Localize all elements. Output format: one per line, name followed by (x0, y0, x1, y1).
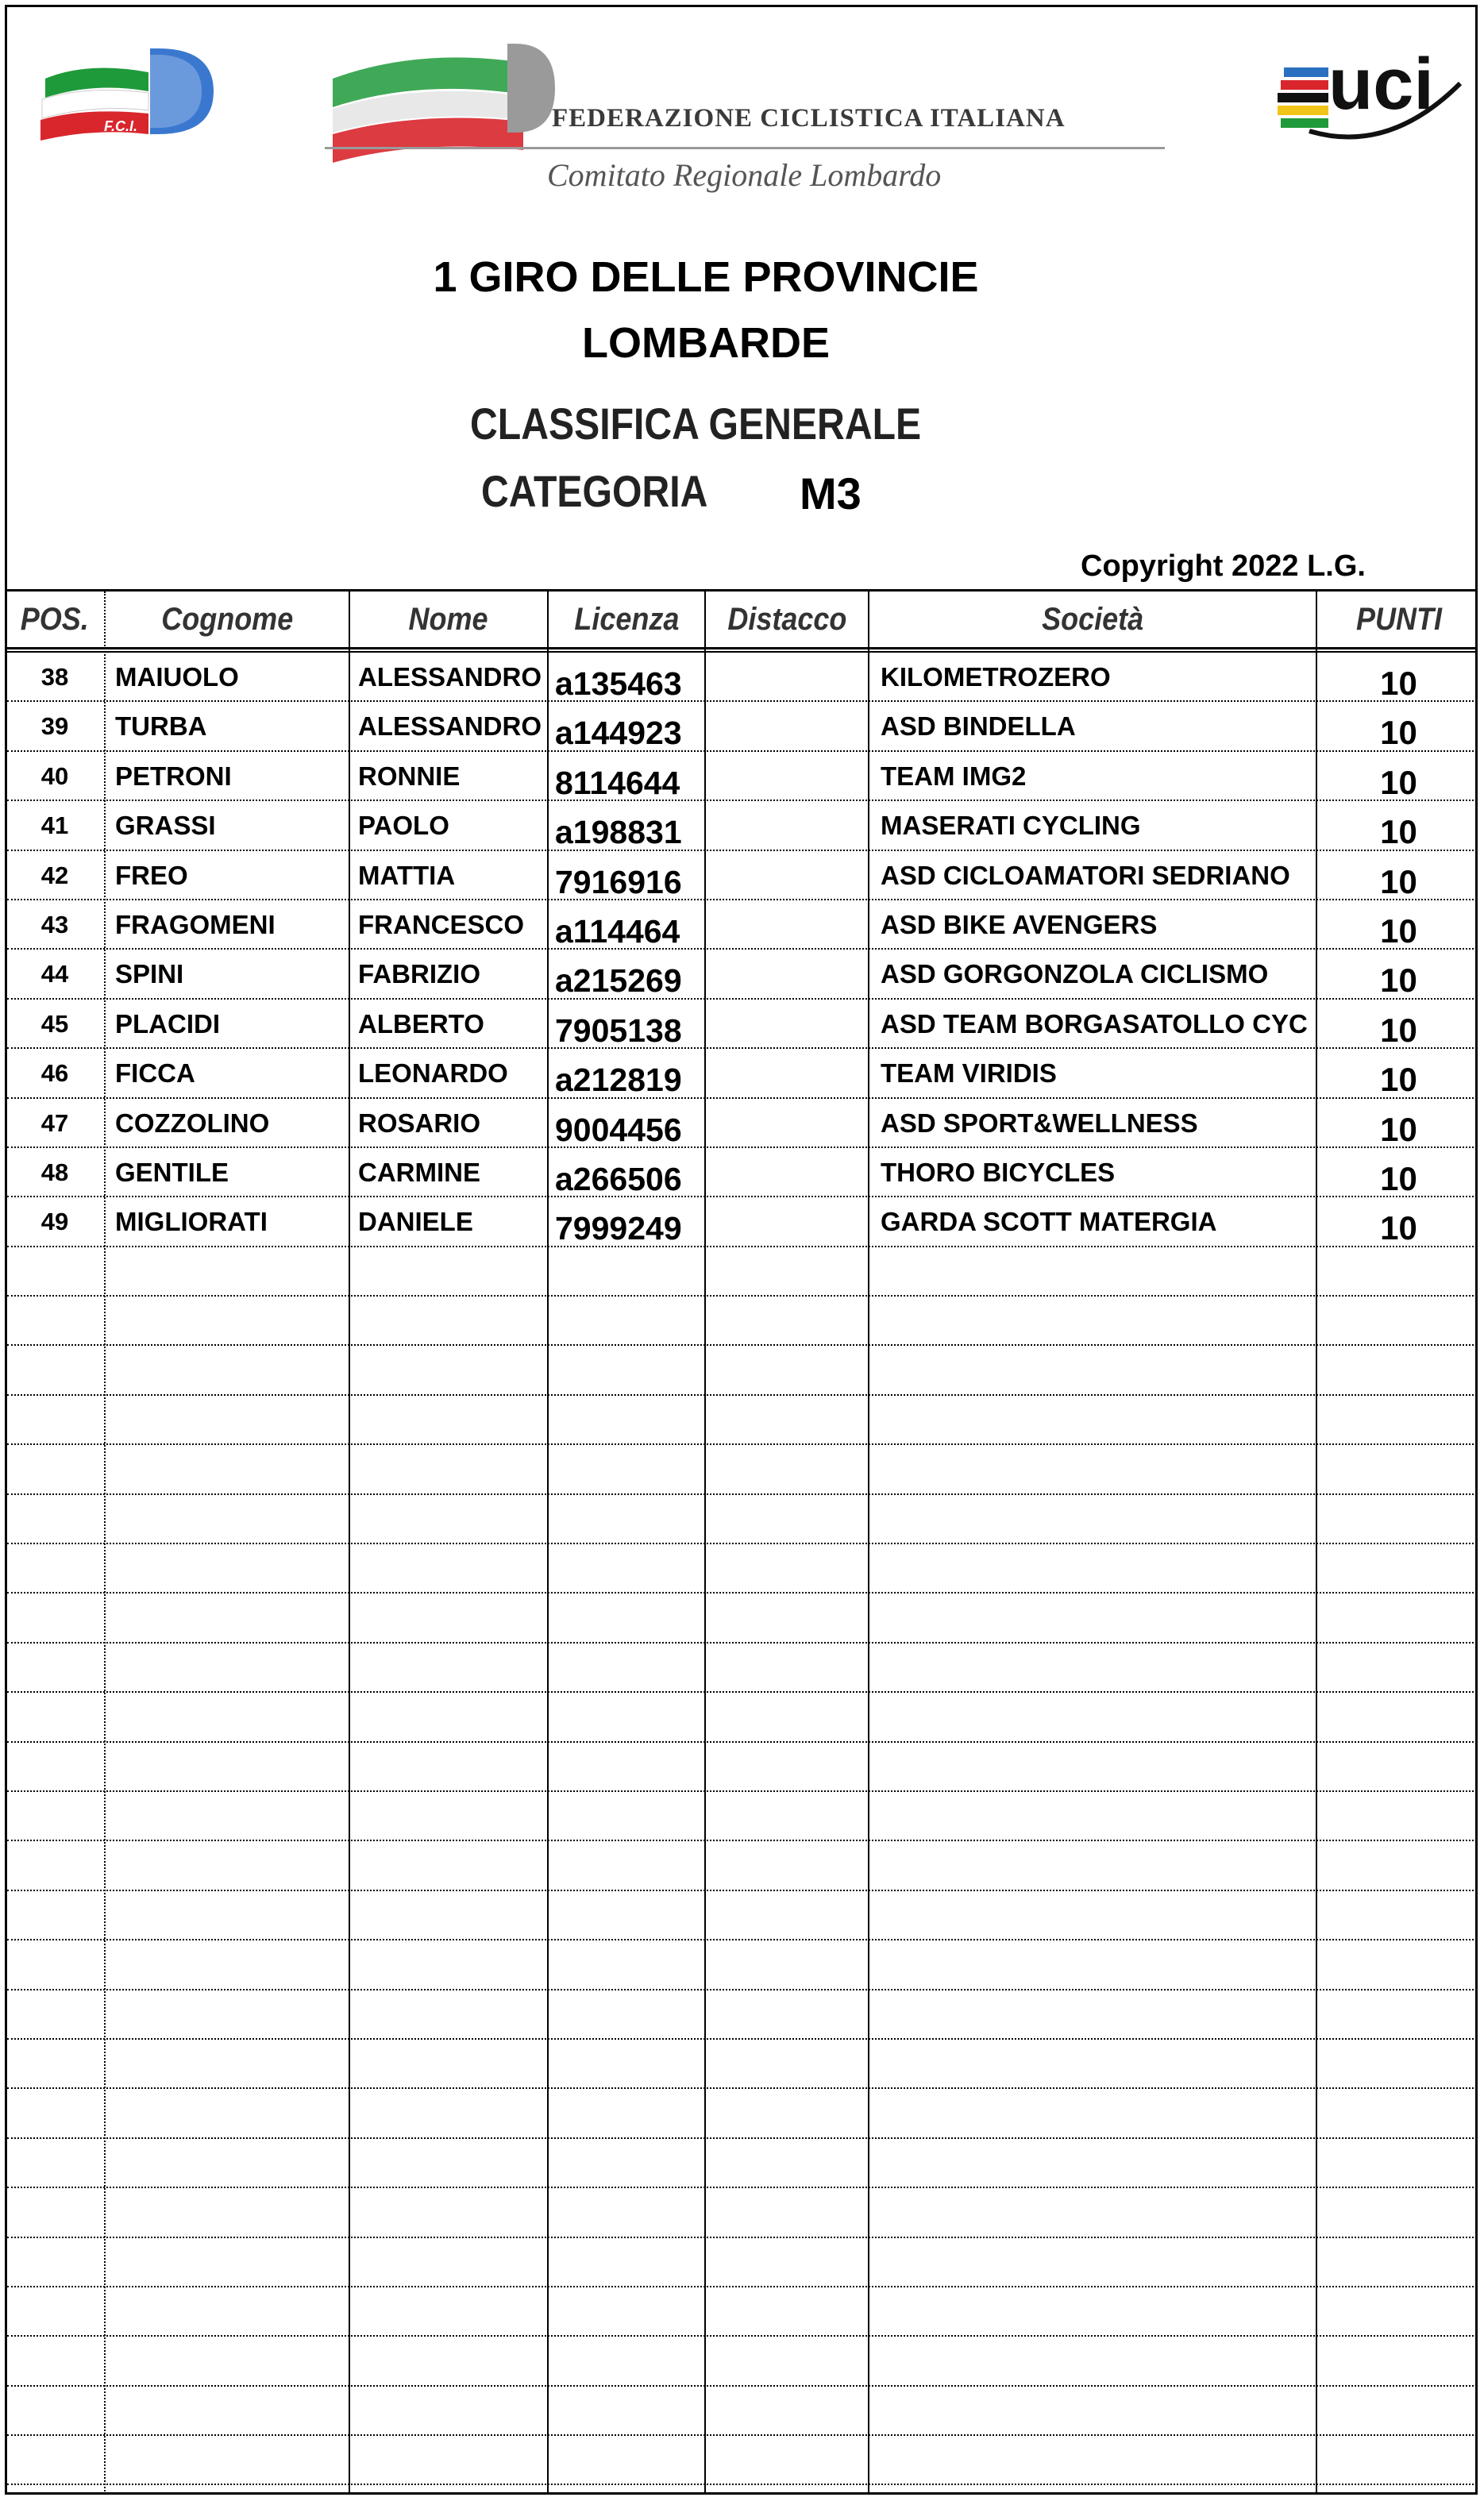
cell-societa: ASD BINDELLA (881, 711, 1076, 742)
committee-name: Comitato Regionale Lombardo (547, 157, 942, 193)
cell-punti: 10 (1380, 911, 1417, 950)
empty-table-row (7, 1940, 1478, 1990)
cell-societa: ASD CICLOAMATORI SEDRIANO (881, 860, 1290, 890)
cell-cognome: TURBA (115, 711, 207, 742)
column-header-distacco: Distacco (727, 602, 847, 637)
cell-cognome: SPINI (115, 959, 184, 989)
uci-logo (1278, 36, 1468, 147)
cell-punti: 10 (1380, 714, 1417, 752)
table-header (7, 592, 1478, 647)
cell-licenza: a114464 (555, 912, 680, 950)
empty-table-row (7, 2139, 1478, 2188)
uci-logo-text: uci (1328, 44, 1434, 125)
cell-pos: 45 (40, 1009, 69, 1038)
cell-societa: ASD GORGONZOLA CICLISMO (881, 959, 1269, 989)
cell-pos: 46 (40, 1059, 69, 1088)
event-title-line1: 1 GIRO DELLE PROVINCIE (433, 253, 979, 301)
cell-licenza: a266506 (555, 1160, 682, 1197)
cell-pos: 42 (40, 861, 69, 889)
table-row (7, 702, 1478, 751)
cell-cognome: COZZOLINO (115, 1108, 270, 1138)
cell-licenza: a144923 (555, 715, 682, 752)
cell-nome: ALESSANDRO (358, 662, 542, 692)
cell-nome: FRANCESCO (358, 909, 525, 939)
cell-societa: GARDA SCOTT MATERGIA (881, 1207, 1217, 1237)
table-header-border (7, 647, 1478, 649)
cell-licenza: a212819 (555, 1062, 682, 1099)
cell-societa: TEAM VIRIDIS (881, 1058, 1057, 1089)
cell-punti: 10 (1380, 763, 1417, 801)
cell-nome: ALBERTO (358, 1008, 484, 1039)
empty-table-row (7, 2436, 1478, 2485)
cell-pos: 41 (40, 811, 69, 840)
table-row (7, 1000, 1478, 1049)
empty-table-row (7, 1644, 1478, 1693)
empty-table-row (7, 1891, 1478, 1940)
cell-licenza: 9004456 (555, 1111, 682, 1148)
column-header-licenza: Licenza (573, 602, 680, 637)
cell-cognome: GENTILE (115, 1157, 229, 1187)
cell-licenza: a198831 (555, 814, 682, 851)
table-row (7, 1099, 1478, 1148)
cell-nome: ROSARIO (358, 1108, 481, 1138)
table-row (7, 1049, 1478, 1098)
cell-societa: ASD BIKE AVENGERS (881, 909, 1158, 939)
cell-punti: 10 (1380, 1061, 1417, 1099)
column-header-pos: POS. (20, 602, 90, 637)
cell-pos: 38 (40, 663, 69, 691)
empty-table-row (7, 1693, 1478, 1742)
category-value: M3 (800, 468, 861, 518)
cell-punti: 10 (1380, 813, 1417, 851)
empty-table-row (7, 1743, 1478, 1792)
empty-table-row (7, 1346, 1478, 1395)
federation-name: FEDERAZIONE CICLISTICA ITALIANA (552, 104, 1066, 133)
cell-nome: MATTIA (358, 860, 456, 890)
cell-punti: 10 (1380, 961, 1417, 1000)
cell-licenza: 7916916 (555, 863, 682, 900)
empty-table-row (7, 1792, 1478, 1841)
cell-punti: 10 (1380, 1159, 1417, 1197)
fci-logo-text: F.C.I. (104, 118, 138, 134)
federation-divider (325, 147, 1165, 149)
empty-table-row (7, 1297, 1478, 1346)
empty-table-row (7, 2188, 1478, 2237)
empty-table-row (7, 2040, 1478, 2089)
table-row (7, 900, 1478, 950)
table-row (7, 752, 1478, 801)
column-header-punti: PUNTI (1355, 602, 1442, 637)
cell-licenza: a215269 (555, 962, 682, 1000)
empty-table-row (7, 2238, 1478, 2287)
empty-table-row (7, 1544, 1478, 1593)
event-title-line2: LOMBARDE (582, 319, 830, 367)
cell-nome: DANIELE (358, 1207, 473, 1237)
table-row (7, 1148, 1478, 1197)
cell-nome: CARMINE (358, 1157, 480, 1187)
copyright-notice: Copyright 2022 L.G. (1081, 549, 1366, 583)
cell-pos: 48 (40, 1158, 69, 1186)
cell-cognome: PLACIDI (115, 1008, 220, 1039)
empty-table-row (7, 1396, 1478, 1445)
fci-logo (31, 37, 215, 145)
cell-punti: 10 (1380, 665, 1417, 702)
cell-societa: ASD TEAM BORGASATOLLO CYC (881, 1008, 1308, 1039)
cell-nome: PAOLO (358, 811, 449, 841)
cell-nome: RONNIE (358, 761, 461, 791)
cell-cognome: FICCA (115, 1058, 195, 1089)
cell-cognome: PETRONI (115, 761, 232, 791)
cell-punti: 10 (1380, 1110, 1417, 1148)
cell-pos: 40 (40, 761, 69, 790)
table-row (7, 801, 1478, 850)
classification-title: CLASSIFICA GENERALE (470, 399, 922, 449)
cell-societa: KILOMETROZERO (881, 662, 1111, 692)
empty-table-row (7, 1495, 1478, 1544)
column-header-cognome: Cognome (161, 602, 293, 637)
cell-cognome: FRAGOMENI (115, 909, 276, 939)
cell-societa: THORO BICYCLES (881, 1157, 1116, 1187)
cell-punti: 10 (1380, 1011, 1417, 1049)
empty-table-row (7, 2337, 1478, 2386)
table-row (7, 1197, 1478, 1247)
cell-licenza: a135463 (555, 665, 682, 702)
cell-punti: 10 (1380, 862, 1417, 900)
table-row (7, 653, 1478, 702)
cell-pos: 47 (40, 1108, 69, 1137)
table-row (7, 851, 1478, 900)
empty-table-row (7, 2089, 1478, 2138)
empty-table-row (7, 1841, 1478, 1890)
cell-pos: 39 (40, 712, 69, 741)
empty-table-row (7, 1593, 1478, 1643)
cell-pos: 49 (40, 1208, 69, 1236)
classification-sheet (5, 5, 1478, 2495)
cell-nome: FABRIZIO (358, 959, 480, 989)
empty-table-row (7, 2287, 1478, 2337)
column-header-societa: Società (1041, 602, 1144, 637)
cell-pos: 44 (40, 960, 69, 988)
category-label: CATEGORIA (481, 466, 708, 516)
cell-societa: ASD SPORT&WELLNESS (881, 1108, 1198, 1138)
cell-licenza: 7905138 (555, 1012, 682, 1049)
cell-societa: TEAM IMG2 (881, 761, 1027, 791)
cell-cognome: GRASSI (115, 811, 216, 841)
column-header-nome: Nome (408, 602, 489, 637)
empty-table-row (7, 1445, 1478, 1494)
empty-table-row (7, 1247, 1478, 1297)
table-body (7, 653, 1478, 2485)
table-row (7, 950, 1478, 999)
cell-licenza: 8114644 (555, 764, 680, 801)
cell-cognome: MIGLIORATI (115, 1207, 268, 1237)
empty-table-row (7, 1990, 1478, 2040)
cell-licenza: 7999249 (555, 1210, 682, 1247)
cell-nome: ALESSANDRO (358, 711, 542, 742)
cell-cognome: MAIUOLO (115, 662, 239, 692)
cell-nome: LEONARDO (358, 1058, 508, 1089)
cell-cognome: FREO (115, 860, 188, 890)
cell-societa: MASERATI CYCLING (881, 811, 1141, 841)
cell-punti: 10 (1380, 1209, 1417, 1247)
cell-pos: 43 (40, 910, 69, 938)
empty-table-row (7, 2387, 1478, 2436)
